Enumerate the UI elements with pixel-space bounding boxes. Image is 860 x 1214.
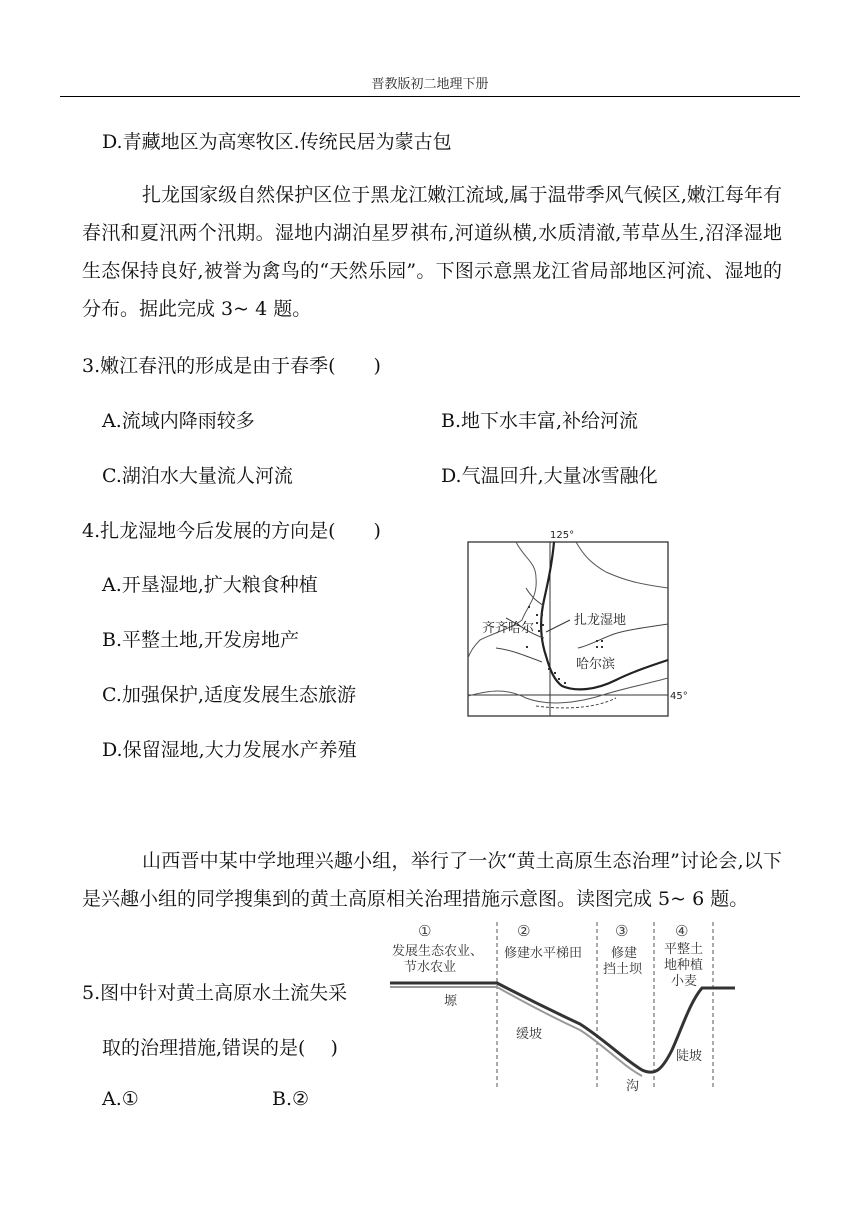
terrain-steep-slope: 陡坡	[676, 1049, 703, 1064]
measure-4-line1: 平整土	[664, 942, 704, 957]
q3-option-c: C.湖泊水大量流人河流	[102, 465, 293, 487]
terrain-yuan: 塬	[444, 994, 458, 1009]
q4-option-c: C.加强保护,适度发展生态旅游	[102, 684, 356, 706]
terrain-gully: 沟	[626, 1079, 640, 1094]
passage-zhalong: 扎龙国家级自然保护区位于黑龙江嫩江流域,属于温带季风气候区,嫩江每年有春汛和夏汛两个汛期。湿地内湖泊星罗祺布,河道纵横,水质清澈,苇草丛生,沼泽湿地生态保持良好,被誉为禽鸟的“天然乐园”。下图示意黑龙江省局部地区河流、湿地的分布。据此完成 3~ 4 题。	[82, 184, 782, 320]
map-label-qiqihar: 齐齐哈尔	[482, 621, 535, 636]
diagram-num-3: ③	[615, 922, 629, 940]
q3-option-d: D.气温回升,大量冰雪融化	[441, 465, 658, 487]
diagram-num-1: ①	[418, 922, 432, 940]
map-lat-label: 45°	[670, 691, 688, 702]
terrain-gentle-slope: 缓坡	[516, 1027, 543, 1042]
diagram-num-4: ④	[675, 922, 689, 940]
page-header: 晋教版初二地理下册	[371, 77, 489, 92]
map-lon-label: 125°	[550, 530, 575, 541]
measure-2: 修建水平梯田	[504, 946, 583, 961]
q4-stem: 4.扎龙湿地今后发展的方向是( )	[82, 520, 381, 542]
measure-1-line2: 节水农业	[404, 960, 457, 975]
measure-4-line3: 小麦	[671, 974, 698, 989]
passage-loess: 山西晋中某中学地理兴趣小组，举行了一次“黄土高原生态治理”讨论会,以下是兴趣小组的同学搜集到的黄土高原相关治理措施示意图。读图完成 5~ 6 题。	[82, 850, 782, 910]
q3-option-b: B.地下水丰富,补给河流	[441, 410, 639, 432]
q4-option-d: D.保留湿地,大力发展水产养殖	[102, 739, 357, 761]
q3-stem: 3.嫩江春汛的形成是由于春季( )	[82, 355, 381, 377]
q4-option-a: A.开垦湿地,扩大粮食种植	[102, 574, 318, 596]
heilongjiang-map	[466, 528, 702, 720]
map-label-zhalong: 扎龙湿地	[574, 613, 627, 628]
loess-measures-diagram	[390, 920, 740, 1100]
q2-option-d: D.青藏地区为高寒牧区.传统民居为蒙古包	[102, 131, 452, 153]
measure-3-line1: 修建	[611, 946, 638, 961]
q5-stem-line2: 取的治理措施,错误的是( )	[102, 1037, 338, 1059]
q3-option-a: A.流域内降雨较多	[102, 410, 255, 432]
diagram-num-2: ②	[517, 922, 531, 940]
measure-1-line1: 发展生态农业、	[392, 944, 484, 959]
q5-option-a: A.①	[102, 1088, 139, 1110]
header-rule	[60, 96, 800, 97]
measure-4-line2: 地种植	[664, 958, 704, 973]
measure-3-line2: 挡土坝	[603, 962, 643, 977]
q4-option-b: B.平整土地,开发房地产	[102, 629, 300, 651]
q5-option-b: B.②	[272, 1088, 310, 1110]
q5-stem-line1: 5.图中针对黄土高原水土流失采	[82, 982, 348, 1004]
map-label-harbin: 哈尔滨	[576, 657, 616, 672]
